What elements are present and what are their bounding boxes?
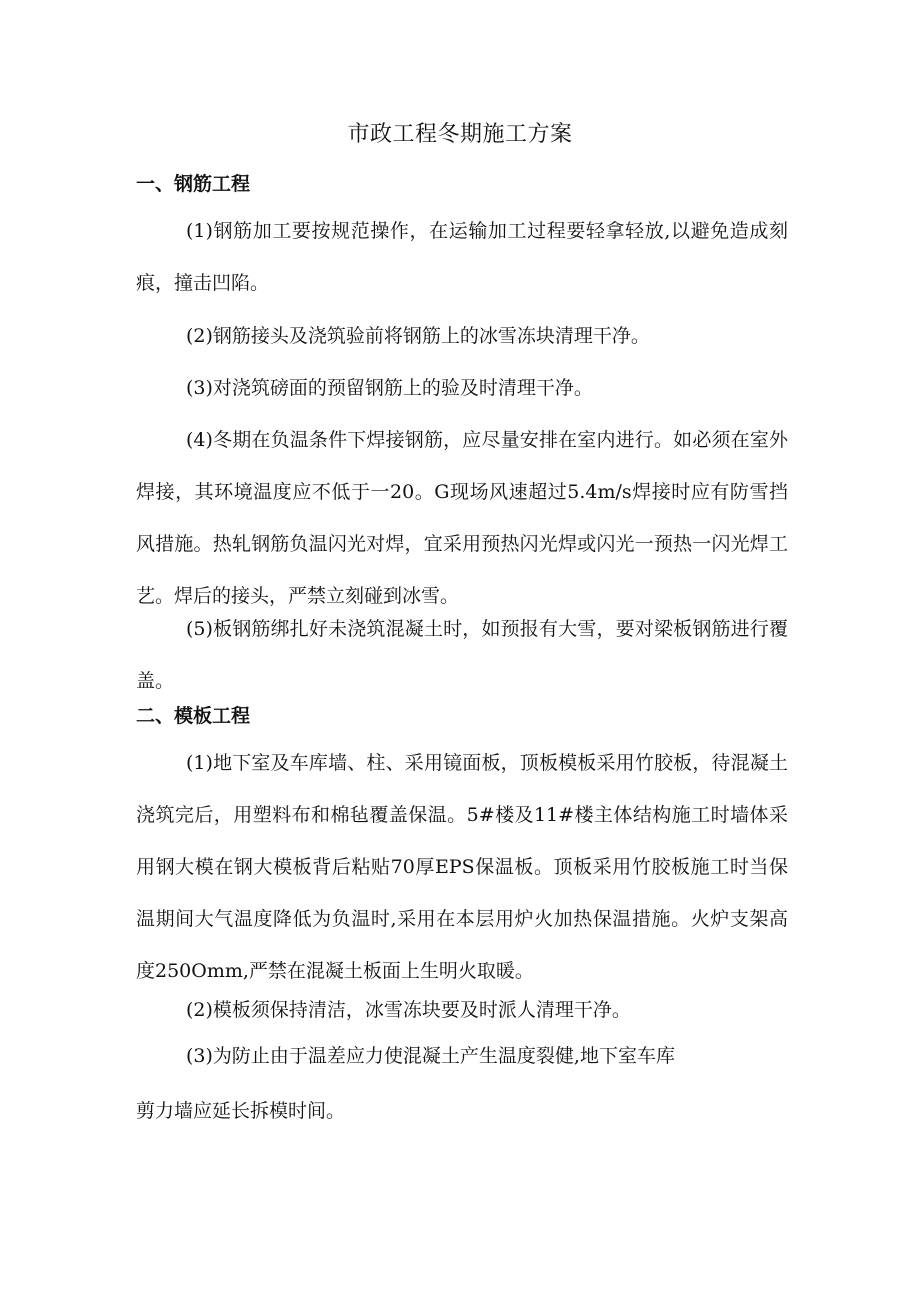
formwork-paragraph-2: (2)模板须保持清洁，冰雪冻块要及时派人清理干净。 xyxy=(186,999,631,1021)
section-heading-formwork: 二、模板工程 xyxy=(136,705,251,727)
section-heading-rebar: 一、钢筋工程 xyxy=(136,173,251,195)
rebar-paragraph-1: (1)钢筋加工要按规范操作，在运输加工过程要轻拿轻放,以避免造成刻痕，撞击凹陷。 xyxy=(136,220,788,294)
rebar-paragraph-2: (2)钢筋接头及浇筑验前将钢筋上的冰雪冻块清理干净。 xyxy=(186,325,650,347)
formwork-paragraph-3-continuation: 剪力墙应延长拆模时间。 xyxy=(136,1100,346,1122)
rebar-paragraph-4: (4)冬期在负温条件下焊接钢筋，应尽量安排在室内进行。如必须在室外焊接，其环境温度应不低于一20。G现场风速超过5.4m∕s焊接时应有防雪挡风措施。热轧钢筋负温闪光对焊，宜采用预热闪光焊或闪光一预热一闪光焊工艺。焊后的接头，严禁立刻碰到冰雪。 xyxy=(136,429,788,607)
rebar-paragraph-3: (3)对浇筑磅面的预留钢筋上的验及时清理干净。 xyxy=(186,377,593,399)
formwork-paragraph-3: (3)为防止由于温差应力使混凝土产生温度裂健,地下室车库 xyxy=(186,1045,675,1067)
rebar-paragraph-5: (5)板钢筋绑扎好未浇筑混凝土时，如预报有大雪，要对梁板钢筋进行覆盖。 xyxy=(136,618,788,692)
formwork-paragraph-1: (1)地下室及车库墙、柱、采用镜面板，顶板模板采用竹胶板，待混凝土浇筑完后，用塑料布和棉毡覆盖保温。5#楼及11#楼主体结构施工时墙体采用钢大模在钢大模板背后粘贴70厚EPS保温板。顶板采用竹胶板施工时当保温期间大气温度降低为负温时,采用在本层用炉火加热保温措施。火炉支架高度250Omm,严禁在混凝土板面上生明火取暖。 xyxy=(136,752,788,982)
document-title: 市政工程冬期施工方案 xyxy=(347,122,573,147)
